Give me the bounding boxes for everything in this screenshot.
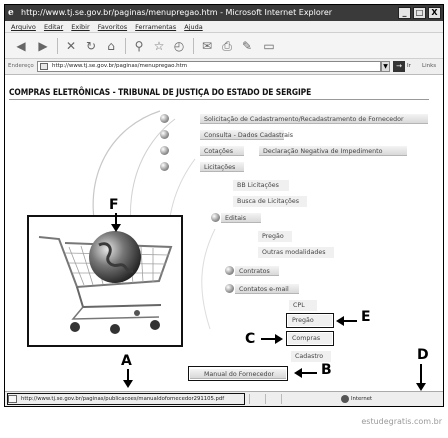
minimize-button[interactable]: _ [398,7,411,19]
menu-favoritos[interactable]: Favoritos [97,23,128,31]
callout-label-d: D [417,347,429,363]
menu-manual-fornecedor[interactable]: Manual do Fornecedor [190,368,286,379]
links-button[interactable]: Links [422,63,437,69]
arrow-right-icon [261,332,285,346]
discuss-icon[interactable]: ▭ [263,39,275,53]
menu-bb-licitacoes[interactable]: BB Licitações [233,180,289,191]
arrow-down-icon [414,364,428,391]
bullet-ball-icon [211,213,220,222]
menu-bar [5,21,443,33]
bullet-ball-icon [160,130,169,139]
menu-ferramentas[interactable]: Ferramentas [135,23,177,31]
status-zone: Internet [351,396,373,402]
favorites-icon[interactable]: ☆ [153,39,165,53]
bullet-ball-icon [225,266,234,275]
menu-editar[interactable]: Editar [43,23,64,31]
menu-declaracao-negativa[interactable]: Declaração Negativa de Impedimento [259,145,407,156]
menu-arquivo[interactable]: Arquivo [11,23,36,31]
page-content [5,75,443,391]
forward-icon[interactable]: ▶ [38,39,48,53]
menu-cotacoes[interactable]: Cotações [200,145,244,156]
menu-ajuda[interactable]: Ajuda [184,23,203,31]
callout-label-e: E [361,309,371,325]
callout-label-c: C [245,331,256,347]
arrow-down-icon [109,213,123,233]
toolbar-separator [125,38,126,54]
menu-compras[interactable]: Compras [288,333,332,344]
home-icon[interactable]: ⌂ [107,39,115,53]
search-icon[interactable]: ⚲ [134,39,144,53]
edit-icon[interactable]: ✎ [241,39,253,53]
address-label: Endereço [8,63,34,69]
bullet-ball-icon [160,162,169,171]
bullet-ball-icon [160,114,169,123]
menu-pregao-editais[interactable]: Pregão [258,231,292,242]
status-cell [265,394,280,404]
address-bar [5,59,443,75]
arrow-down-icon [121,369,135,389]
status-bar [5,391,443,406]
page-title: COMPRAS ELETRÔNICAS - TRIBUNAL DE JUSTIÇA DO ESTADO DE SERGIPE [9,87,312,97]
menu-solicitacao-cadastramento[interactable]: Solicitação de Cadastramento/Recadastramento de Fornecedor [200,113,428,124]
go-arrow-icon[interactable]: → [393,61,405,72]
bullet-ball-icon [225,284,234,293]
window-controls [398,7,441,19]
menu-cadastro[interactable]: Cadastro [291,351,331,362]
back-icon[interactable]: ◀ [16,39,26,53]
close-button[interactable]: X [428,7,441,19]
toolbar [5,33,443,59]
menu-licitacoes[interactable]: Licitações [200,161,244,172]
watermark: estudegratis.com.br [361,417,442,426]
status-cell [249,394,264,404]
callout-label-f: F [109,197,119,213]
menu-contratos[interactable]: Contratos [235,265,279,276]
callout-label-b: B [321,362,332,378]
page-icon [8,395,17,403]
status-cell [281,394,296,404]
shopping-cart-globe-icon [29,217,181,345]
internet-globe-icon [341,395,349,403]
window-title: http://www.tj.se.gov.br/paginas/menupregao.htm - Microsoft Internet Explorer [21,8,333,17]
menu-busca-licitacoes[interactable]: Busca de Licitações [233,196,307,207]
toolbar-separator [57,38,58,54]
arrow-left-icon [335,314,357,328]
bullet-ball-icon [160,146,169,155]
menu-outras-modalidades[interactable]: Outras modalidades [258,247,334,258]
maximize-button[interactable]: □ [413,7,426,19]
ie-logo-icon: e [8,8,14,18]
address-dropdown-button[interactable]: ▼ [381,61,390,72]
menu-editais[interactable]: Editais [221,212,261,223]
menu-pregao-contatos[interactable]: Pregão [288,315,332,326]
toolbar-separator [193,38,194,54]
address-url: http://www.tj.se.gov.br/paginas/menupregao.htm [52,63,188,69]
callout-label-a: A [121,353,132,369]
menu-exibir[interactable]: Exibir [71,23,90,31]
page-icon [40,63,48,70]
stop-icon[interactable]: ✕ [65,39,77,53]
arrow-left-icon [293,366,317,380]
print-icon[interactable]: ⎙ [222,39,232,53]
go-button[interactable]: Ir [407,63,411,69]
refresh-icon[interactable]: ↻ [85,39,97,53]
title-divider [9,99,429,100]
menu-consulta-dados[interactable]: Consulta - Dados Cadastrais [200,129,284,140]
mail-icon[interactable]: ✉ [201,39,213,53]
shopping-cart-image [27,215,183,347]
menu-cpl[interactable]: CPL [289,300,317,311]
address-input[interactable] [37,61,381,72]
history-icon[interactable]: ◴ [173,39,185,53]
status-url: http://www.tj.se.gov.br/paginas/publicacoes/manualdofornecedor291105.pdf [21,396,225,402]
title-bar [5,5,443,21]
menu-contatos-email[interactable]: Contatos e-mail [235,283,299,294]
browser-window [4,4,444,407]
